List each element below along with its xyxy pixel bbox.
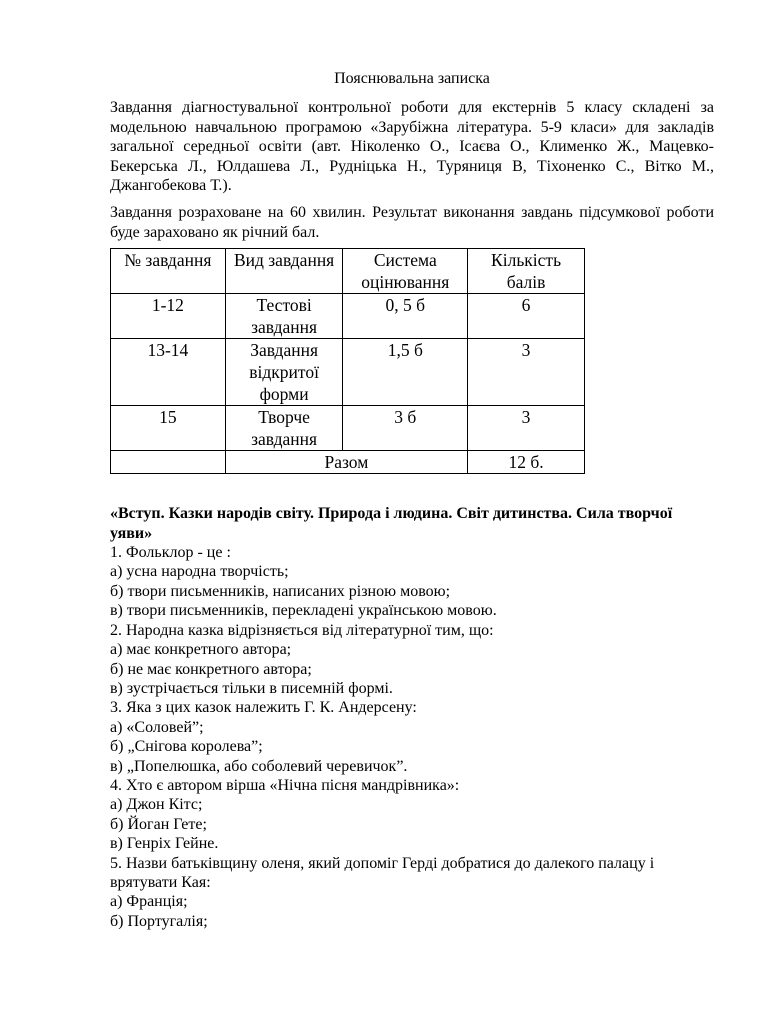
table-header-cell: Кількість балів bbox=[468, 249, 585, 294]
section-title: «Вступ. Казки народів світу. Природа і людина. Світ дитинства. Сила творчої уяви» bbox=[110, 505, 673, 542]
answer-option: а) «Соловей”; bbox=[110, 718, 204, 736]
duration-paragraph: Завдання розраховане на 60 хвилин. Результат виконання завдань підсумкової роботи буде зараховано як річний бал. bbox=[110, 204, 714, 241]
table-header-cell: Вид завдання bbox=[225, 249, 343, 294]
answer-option: б) не має конкретного автора; bbox=[110, 660, 312, 678]
table-cell: Тестові завдання bbox=[225, 294, 343, 339]
answer-option: а) Франція; bbox=[110, 893, 188, 911]
table-row bbox=[111, 339, 585, 406]
document-title: Пояснювальна записка bbox=[334, 70, 490, 87]
question-line: 3. Яка з цих казок належить Г. К. Андерсену: bbox=[110, 699, 417, 717]
question-line: 2. Народна казка відрізняється від літературної тим, що: bbox=[110, 621, 494, 639]
answer-option: в) зустрічається тільки в писемній формі. bbox=[110, 679, 393, 697]
table-total-label: Разом bbox=[225, 451, 467, 474]
question-line: 5. Назви батьківщину оленя, який допоміг Герді добратися до далекого палацу і врятувати Кая: bbox=[110, 854, 655, 891]
table-total-value: 12 б. bbox=[468, 451, 585, 474]
intro-paragraph: Завдання діагностувальної контрольної роботи для екстернів 5 класу складені за модельною навчальною програмою «Зарубіжна література. 5-9 класи» для закладів загальної середньої освіти (авт. Ніколенко О., Ісаєва О., Клименко Ж., Мацевко-Бекерська Л., Юлдашева Л., Рудніцька Н., Туряниця В, Тіхоненко С., Вітко М., Джангобекова Т.). bbox=[110, 99, 714, 195]
table-cell: Завдання відкритої форми bbox=[225, 339, 343, 406]
table-cell: 3 bbox=[468, 339, 585, 406]
table-cell: 3 б bbox=[343, 406, 468, 451]
table-cell: 0, 5 б bbox=[343, 294, 468, 339]
answer-option: в) „Попелюшка, або соболевий черевичок”. bbox=[110, 757, 408, 775]
answer-option: в) Генріх Гейне. bbox=[110, 835, 219, 853]
document-page bbox=[110, 69, 714, 931]
table-header-cell: Система оцінювання bbox=[343, 249, 468, 294]
questions-list bbox=[110, 543, 714, 931]
answer-option: а) усна народна творчість; bbox=[110, 563, 289, 581]
table-row bbox=[111, 294, 585, 339]
table-cell: 1,5 б bbox=[343, 339, 468, 406]
table-empty-cell bbox=[111, 451, 226, 474]
question-line: 4. Хто є автором вірша «Нічна пісня мандрівника»: bbox=[110, 776, 460, 794]
answer-option: а) Джон Кітс; bbox=[110, 796, 203, 814]
table-header-row bbox=[111, 249, 585, 294]
answer-option: б) Йоган Гете; bbox=[110, 815, 207, 833]
scoring-table bbox=[110, 248, 585, 474]
answer-option: б) „Снігова королева”; bbox=[110, 738, 263, 756]
table-cell: 15 bbox=[111, 406, 226, 451]
table-cell: 1-12 bbox=[111, 294, 226, 339]
table-cell: 6 bbox=[468, 294, 585, 339]
table-cell: 13-14 bbox=[111, 339, 226, 406]
table-header-cell: № завдання bbox=[111, 249, 226, 294]
answer-option: в) твори письменників, перекладені українською мовою. bbox=[110, 602, 497, 620]
question-line: 1. Фольклор - це : bbox=[110, 544, 231, 562]
answer-option: б) Португалія; bbox=[110, 912, 208, 930]
answer-option: а) має конкретного автора; bbox=[110, 641, 292, 659]
answer-option: б) твори письменників, написаних різною мовою; bbox=[110, 582, 451, 600]
table-cell: 3 bbox=[468, 406, 585, 451]
table-row bbox=[111, 406, 585, 451]
table-cell: Творче завдання bbox=[225, 406, 343, 451]
table-total-row bbox=[111, 451, 585, 474]
